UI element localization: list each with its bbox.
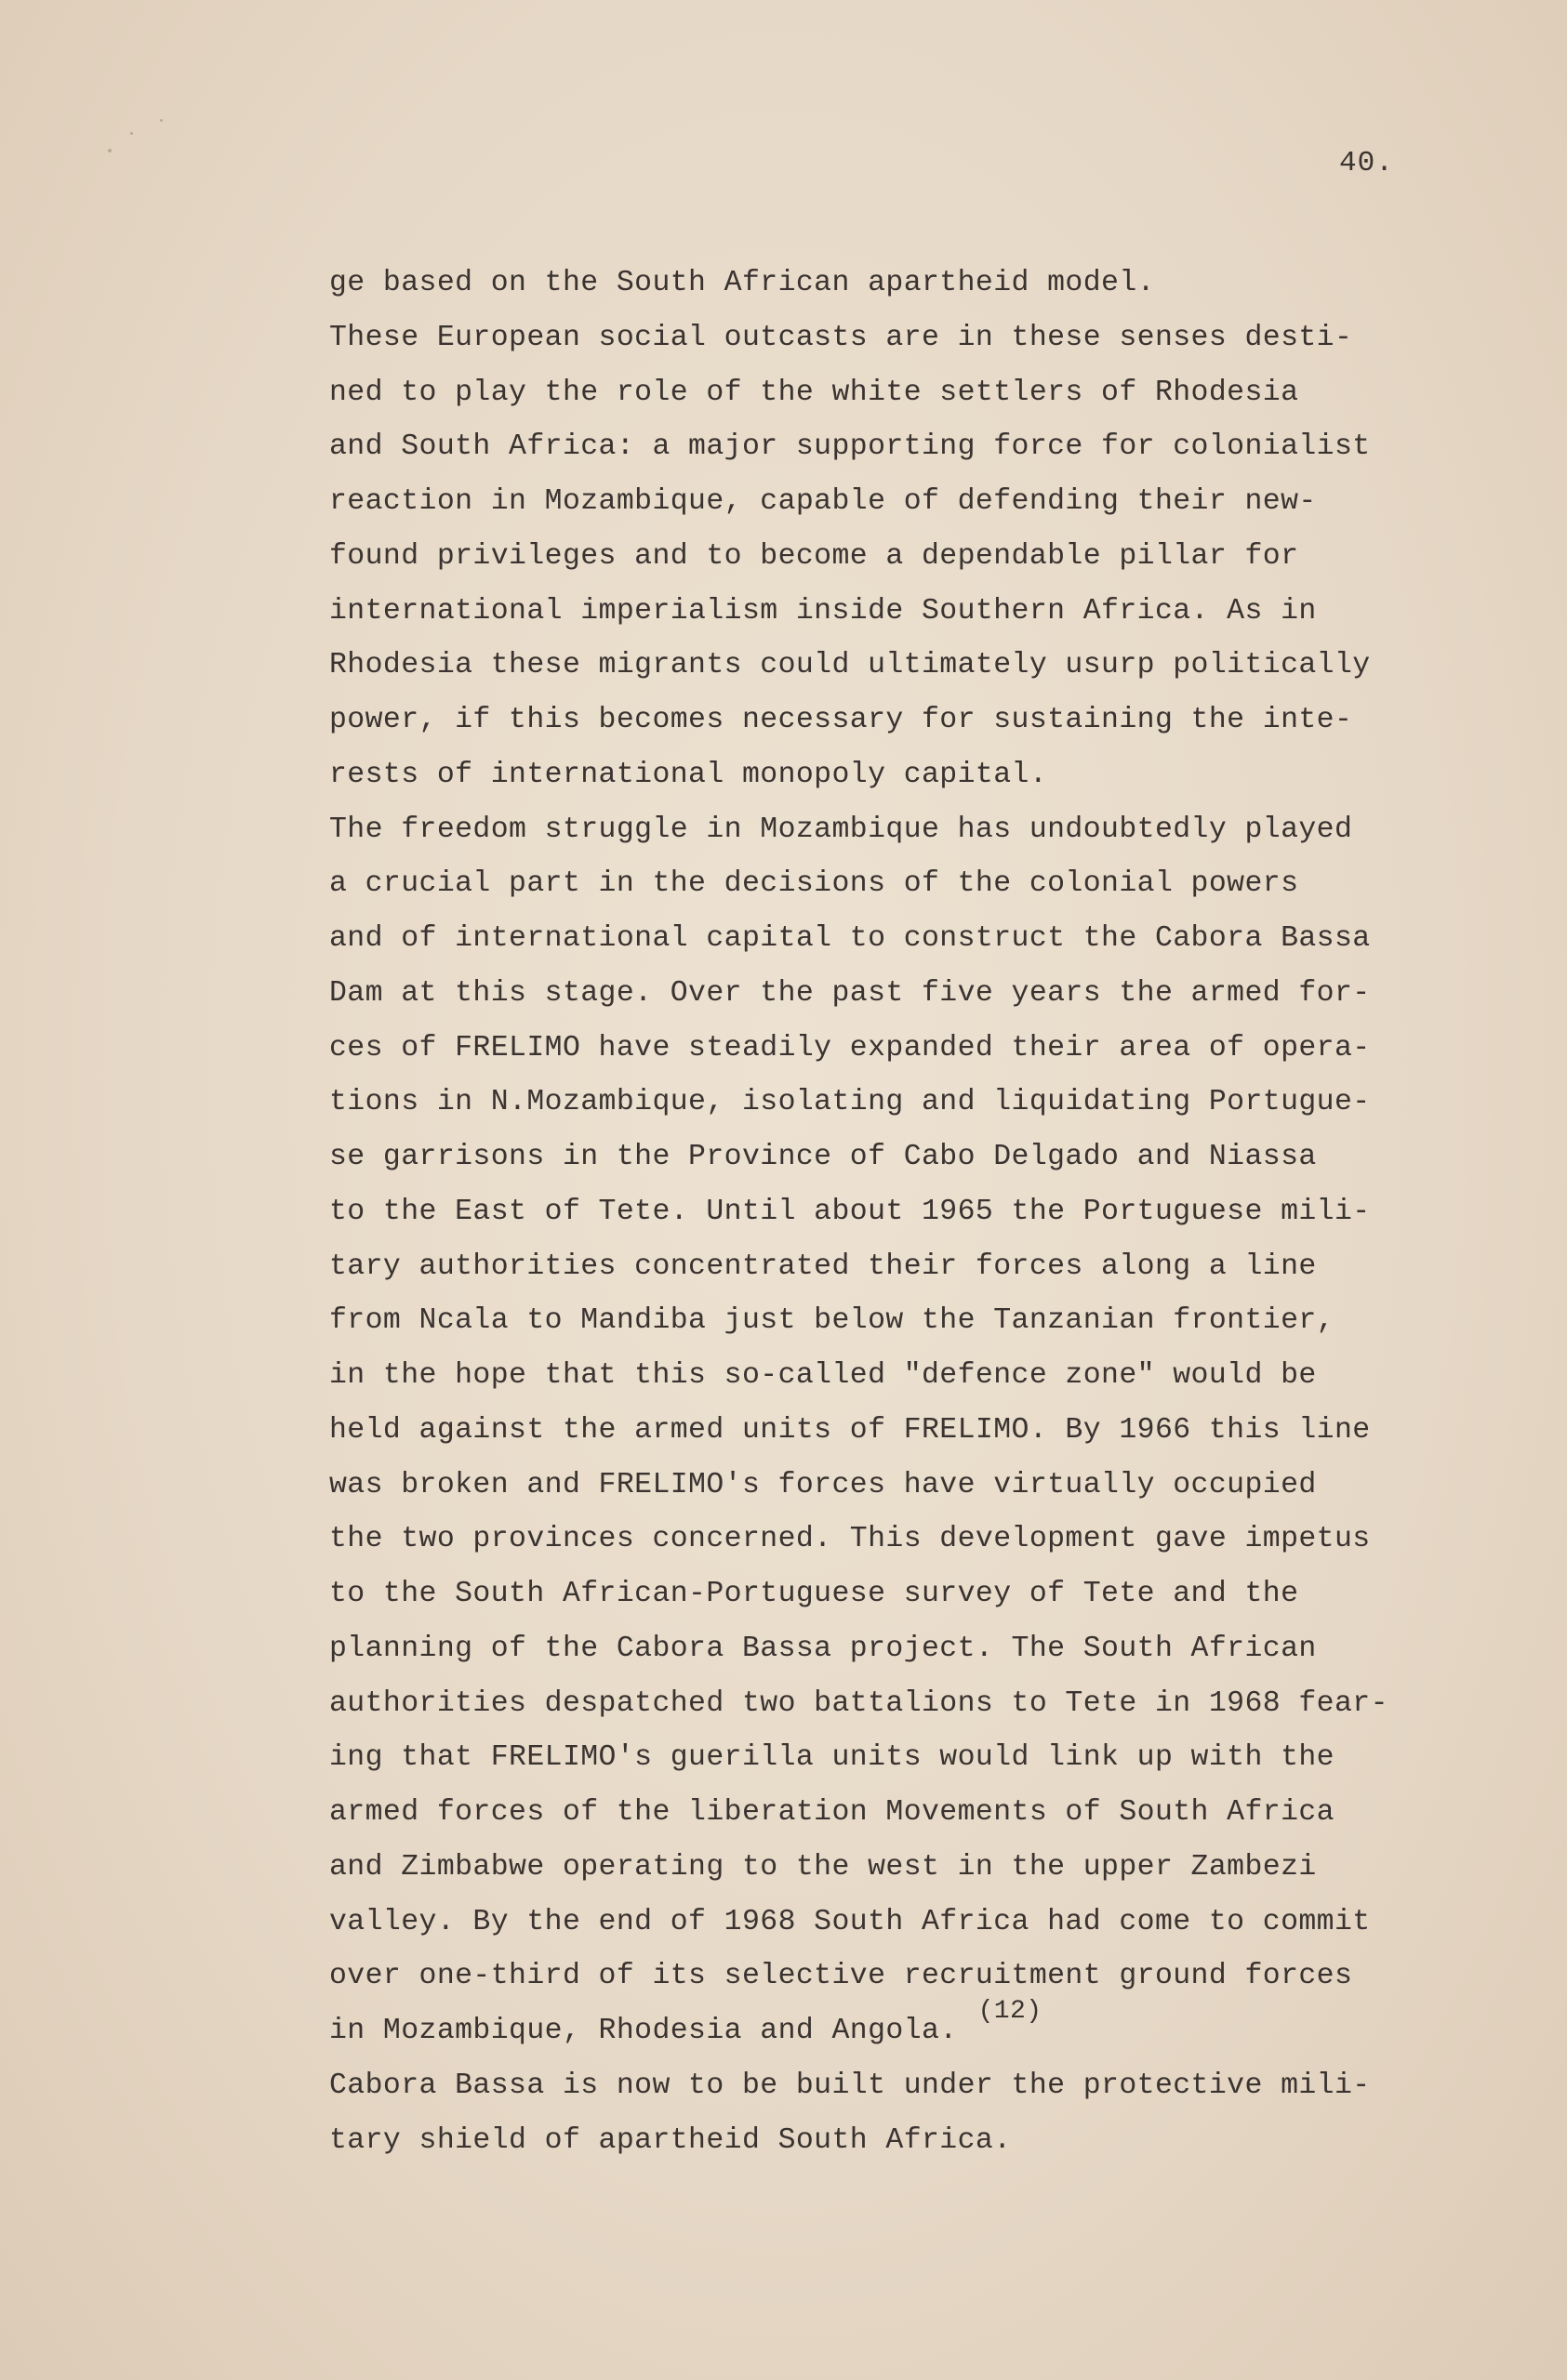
text-line: and of international capital to construct the Cabora Bassa (329, 922, 1371, 955)
text-line: Rhodesia these migrants could ultimately usurp politically (329, 649, 1371, 682)
page-number: 40. (1339, 147, 1394, 179)
text-line: tary shield of apartheid South Africa. (329, 2123, 1012, 2157)
paper-speck (160, 119, 163, 122)
text-line: over one-third of its selective recruitment ground forces (329, 1960, 1353, 1993)
text-line: and South Africa: a major supporting force for colonialist (329, 430, 1371, 464)
text-line: to the East of Tete. Until about 1965 the Portuguese mili- (329, 1195, 1371, 1228)
body-text (329, 257, 1501, 2168)
text-line-with-footnote (329, 1997, 1501, 2059)
text-line: se garrisons in the Province of Cabo Delgado and Niassa (329, 1141, 1317, 1173)
text-line: planning of the Cabora Bassa project. The South African (329, 1632, 1317, 1665)
text-line: was broken and FRELIMO's forces have virtually occupied (329, 1468, 1317, 1501)
text-line: These European social outcasts are in these senses desti- (329, 321, 1353, 354)
text-line: to the South African-Portuguese survey of Tete and the (329, 1578, 1299, 1610)
text-line: Cabora Bassa is now to be built under the protective mili- (329, 2069, 1371, 2102)
text-line: held against the armed units of FRELIMO. By 1966 this line (329, 1413, 1371, 1447)
text-line: tions in N.Mozambique, isolating and liquidating Portugue- (329, 1086, 1371, 1119)
text-line: rests of international monopoly capital. (329, 758, 1048, 791)
text-line: The freedom struggle in Mozambique has undoubtedly played (329, 813, 1353, 846)
text-line: armed forces of the liberation Movements of South Africa (329, 1796, 1335, 1829)
paper-speck (130, 132, 133, 135)
text-line: from Ncala to Mandiba just below the Tanzanian frontier, (329, 1304, 1335, 1338)
text-line: Dam at this stage. Over the past five years the armed for- (329, 976, 1371, 1010)
text-line: the two provinces concerned. This development gave impetus (329, 1523, 1371, 1556)
text-line: ge based on the South African apartheid model. (329, 267, 1155, 299)
text-line: tary authorities concentrated their forces along a line (329, 1250, 1317, 1283)
text-line: ces of FRELIMO have steadily expanded their area of opera- (329, 1031, 1371, 1064)
text-line: and Zimbabwe operating to the west in the upper Zambezi (329, 1850, 1317, 1884)
paper-speck (108, 149, 112, 152)
footnote-reference: (12) (977, 1997, 1042, 2026)
text-line: in the hope that this so-called "defence zone" would be (329, 1359, 1317, 1392)
text-line: international imperialism inside Southern Africa. As in (329, 594, 1317, 628)
text-line: ing that FRELIMO's guerilla units would link up with the (329, 1741, 1335, 1775)
text-line: valley. By the end of 1968 South Africa had come to commit (329, 1905, 1371, 1938)
text-line: reaction in Mozambique, capable of defending their new- (329, 485, 1317, 518)
text-line: in Mozambique, Rhodesia and Angola. (329, 2015, 958, 2047)
text-line: found privileges and to become a dependable pillar for (329, 539, 1299, 573)
text-line: ned to play the role of the white settlers of Rhodesia (329, 376, 1299, 409)
text-line: a crucial part in the decisions of the colonial powers (329, 867, 1299, 901)
text-line: power, if this becomes necessary for sustaining the inte- (329, 704, 1353, 736)
text-line: authorities despatched two battalions to Tete in 1968 fear- (329, 1686, 1388, 1720)
